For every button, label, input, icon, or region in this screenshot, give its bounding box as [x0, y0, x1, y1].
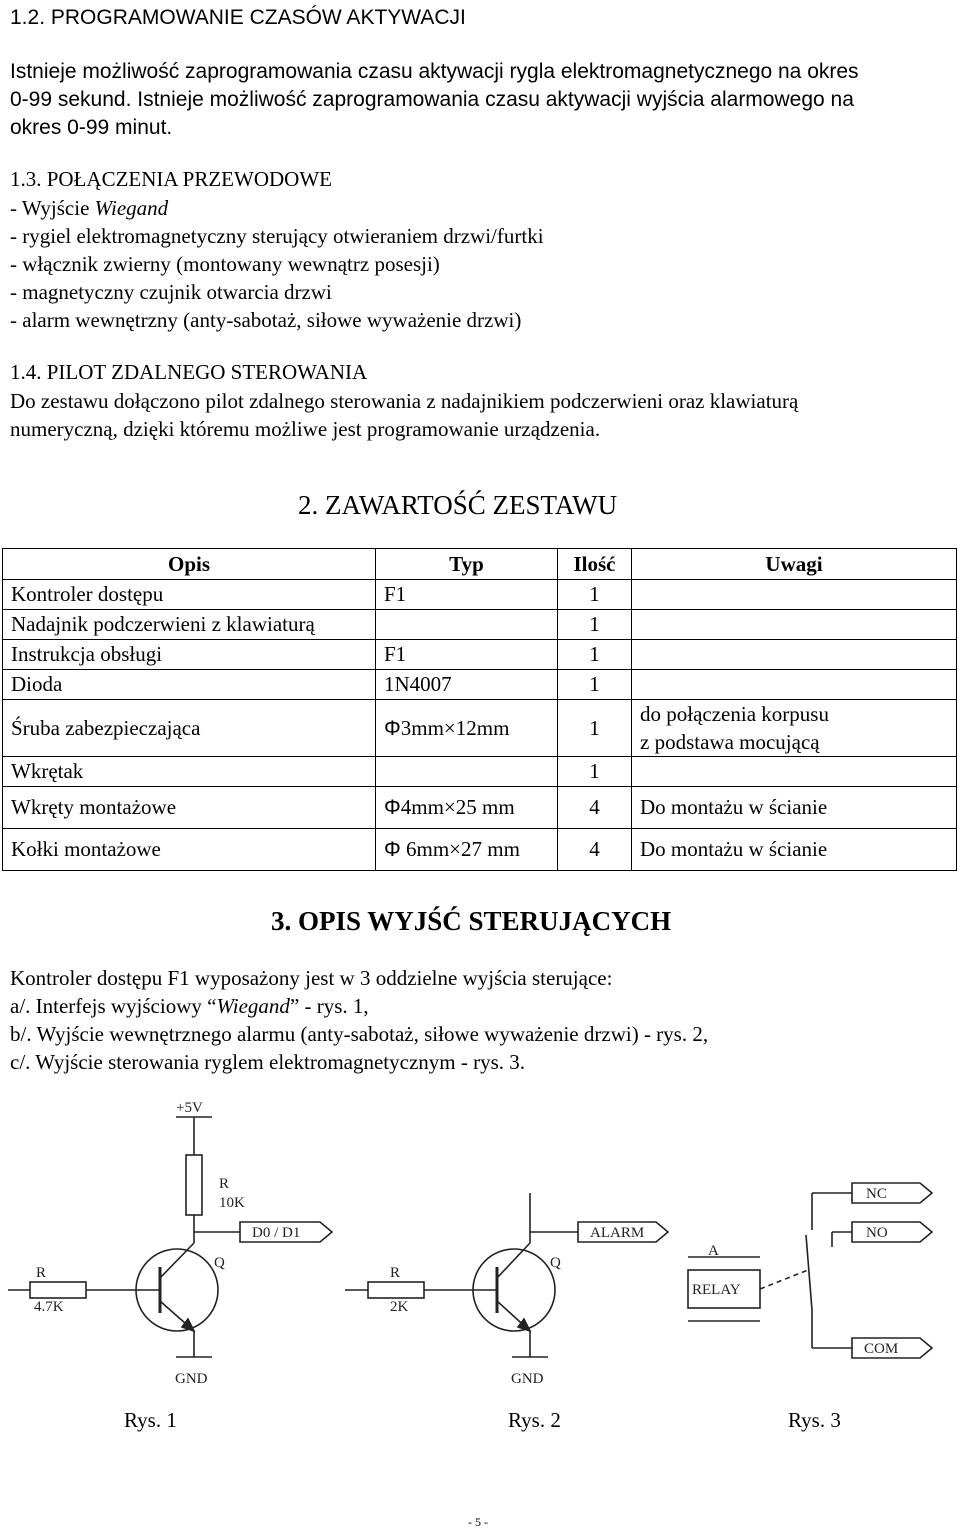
wiegand-term: Wiegand — [94, 196, 169, 220]
relay-terminal-a-label: A — [708, 1243, 719, 1259]
cell-uwagi — [632, 640, 957, 670]
resistor-4-7k — [30, 1282, 86, 1298]
cell-opis: Kołki montażowe — [3, 829, 376, 871]
list-item-text: a/. Interfejs wyjściowy “ — [10, 994, 217, 1018]
column-header: Opis — [3, 549, 376, 580]
cell-uwagi-line: do połączenia korpusu — [640, 702, 829, 726]
figure-1-wiegand-circuit — [8, 1100, 332, 1387]
cell-uwagi-line: z podstawa mocującą — [640, 730, 820, 754]
cell-ilosc: 4 — [558, 829, 632, 871]
list-item — [10, 194, 168, 222]
cell-typ-value: 6mm×27 mm — [400, 837, 520, 861]
cell-typ — [376, 610, 558, 640]
resistor-label: R — [219, 1176, 230, 1192]
resistor-value: 2K — [390, 1299, 409, 1315]
diameter-symbol: Φ — [384, 796, 401, 819]
cell-opis: Wkręty montażowe — [3, 787, 376, 829]
paragraph-line: numeryczną, dzięki któremu możliwe jest programowanie urządzenia. — [10, 417, 601, 441]
table-row — [3, 580, 957, 610]
section-3-title: 3. OPIS WYJŚĆ STERUJĄCYCH — [271, 906, 672, 936]
cell-opis: Kontroler dostępu — [3, 580, 376, 610]
switch-contact — [806, 1235, 812, 1310]
no-terminal — [852, 1222, 932, 1242]
section-2-title: 2. ZAWARTOŚĆ ZESTAWU — [298, 490, 618, 520]
cell-uwagi — [632, 757, 957, 787]
cell-opis: Śruba zabezpieczająca — [3, 700, 376, 757]
resistor-label: R — [390, 1265, 401, 1281]
resistor-value: 10K — [219, 1195, 245, 1211]
resistor-value: 4.7K — [34, 1299, 64, 1315]
column-header: Ilość — [558, 549, 632, 580]
cell-uwagi — [632, 670, 957, 700]
table-row — [3, 757, 957, 787]
page-number: - 5 - — [468, 1515, 488, 1529]
cell-opis: Wkrętak — [3, 757, 376, 787]
vcc-label: +5V — [176, 1100, 203, 1116]
cell-ilosc: 1 — [558, 580, 632, 610]
list-item-text: ” - rys. 1, — [289, 994, 369, 1018]
table-row — [3, 700, 957, 757]
list-item: - włącznik zwierny (montowany wewnątrz posesji) — [10, 252, 440, 276]
table-row — [3, 670, 957, 700]
port-label: D0 / D1 — [252, 1225, 301, 1241]
cell-ilosc: 1 — [558, 610, 632, 640]
cell-uwagi — [632, 700, 957, 757]
cell-typ — [376, 787, 558, 829]
paragraph-line: Istnieje możliwość zaprogramowania czasu aktywacji rygla elektromagnetycznego na okres — [10, 60, 859, 83]
port-label: ALARM — [590, 1225, 645, 1241]
terminal-label: COM — [864, 1341, 899, 1357]
wiegand-term: Wiegand — [216, 994, 290, 1018]
diameter-symbol: Φ — [384, 838, 401, 861]
heading-1-3: 1.3. POŁĄCZENIA PRZEWODOWE — [10, 167, 332, 191]
cell-typ: F1 — [376, 580, 558, 610]
cell-ilosc: 1 — [558, 670, 632, 700]
cell-opis: Instrukcja obsługi — [3, 640, 376, 670]
cell-ilosc: 1 — [558, 640, 632, 670]
list-item: - alarm wewnętrzny (anty-sabotaż, siłowe wyważenie drzwi) — [10, 308, 522, 332]
nc-terminal — [852, 1183, 932, 1203]
cell-typ — [376, 829, 558, 871]
heading-1-2: 1.2. PROGRAMOWANIE CZASÓW AKTYWACJI — [10, 6, 466, 29]
table-row — [3, 610, 957, 640]
list-item-text: - Wyjście — [10, 196, 95, 220]
cell-typ-value: 4mm×25 mm — [400, 795, 515, 819]
transistor-label: Q — [550, 1255, 561, 1271]
resistor-label: R — [36, 1265, 47, 1281]
resistor-2k — [368, 1282, 424, 1298]
cell-ilosc: 1 — [558, 757, 632, 787]
relay-linkage — [760, 1270, 808, 1289]
list-item: c/. Wyjście sterowania ryglem elektromagnetycznym - rys. 3. — [10, 1050, 526, 1074]
cell-uwagi: Do montażu w ścianie — [632, 787, 957, 829]
cell-uwagi: Do montażu w ścianie — [632, 829, 957, 871]
figure-2-alarm-circuit — [345, 1193, 668, 1387]
paragraph-line: Kontroler dostępu F1 wyposażony jest w 3 oddzielne wyjścia sterujące: — [10, 966, 613, 990]
relay-label: RELAY — [692, 1282, 741, 1298]
list-item: - magnetyczny czujnik otwarcia drzwi — [10, 280, 332, 304]
emitter-arrow — [182, 1319, 194, 1331]
table-row — [3, 640, 957, 670]
terminal-label: NO — [866, 1225, 888, 1241]
circuit-diagrams — [0, 1095, 960, 1405]
cell-opis: Dioda — [3, 670, 376, 700]
diameter-symbol: Φ — [384, 716, 401, 740]
cell-typ: F1 — [376, 640, 558, 670]
cell-ilosc: 4 — [558, 787, 632, 829]
figure-3-relay-circuit — [688, 1183, 932, 1358]
cell-typ — [376, 757, 558, 787]
terminal-label: NC — [866, 1186, 887, 1202]
cell-uwagi — [632, 610, 957, 640]
table-header-row — [3, 549, 957, 580]
gnd-label: GND — [175, 1371, 208, 1387]
transistor-label: Q — [214, 1255, 225, 1271]
figure-1-caption: Rys. 1 — [124, 1408, 177, 1432]
heading-1-4: 1.4. PILOT ZDALNEGO STEROWANIA — [10, 360, 368, 384]
cell-ilosc: 1 — [558, 700, 632, 757]
resistor-10k — [186, 1155, 202, 1215]
cell-opis: Nadajnik podczerwieni z klawiaturą — [3, 610, 376, 640]
kit-contents-table — [2, 548, 957, 871]
figure-3-caption: Rys. 3 — [788, 1408, 841, 1432]
paragraph-line: Do zestawu dołączono pilot zdalnego sterowania z nadajnikiem podczerwieni oraz klawiaturą — [10, 389, 799, 413]
table-row — [3, 787, 957, 829]
gnd-label: GND — [511, 1371, 544, 1387]
paragraph-line: 0-99 sekund. Istnieje możliwość zaprogramowania czasu aktywacji wyjścia alarmowego na — [10, 88, 854, 111]
list-item: - rygiel elektromagnetyczny sterujący otwieraniem drzwi/furtki — [10, 224, 544, 248]
cell-typ — [376, 700, 558, 757]
table-row — [3, 829, 957, 871]
list-item — [10, 992, 369, 1020]
column-header: Typ — [376, 549, 558, 580]
list-item: b/. Wyjście wewnętrznego alarmu (anty-sabotaż, siłowe wyważenie drzwi) - rys. 2, — [10, 1022, 709, 1046]
paragraph-line: okres 0-99 minut. — [10, 116, 173, 139]
cell-typ: 1N4007 — [376, 670, 558, 700]
cell-uwagi — [632, 580, 957, 610]
column-header: Uwagi — [632, 549, 957, 580]
cell-typ-value: 3mm×12mm — [400, 715, 510, 740]
figure-2-caption: Rys. 2 — [508, 1408, 561, 1432]
